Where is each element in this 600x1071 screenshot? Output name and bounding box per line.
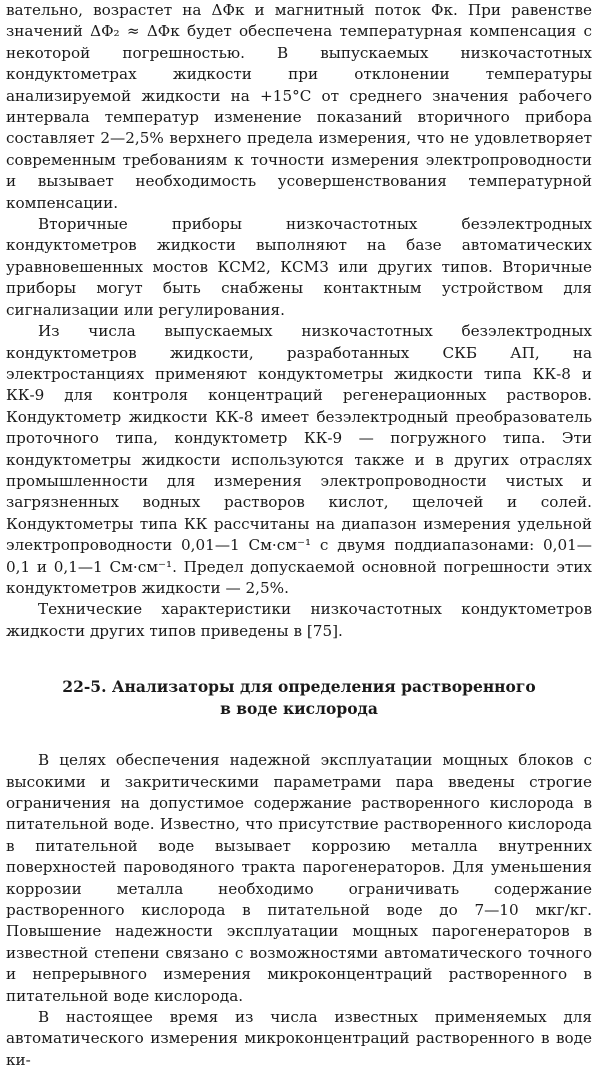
paragraph-technical-characteristics: Технические характеристики низкочастотных кондуктометров жидкости других типов приведены в [75].	[6, 600, 592, 640]
paragraph-continuation: вательно, возрастет на ΔΦк и магнитный поток Φк. При равенстве значений ΔΦ₂ ≈ ΔΦк будет обеспечена температурная компенсация с некоторой погрешностью. В выпускаемых низкочастотных кондуктометрах жидкости при отклонении температуры анализируемой жидкости на +15°С от среднего значения рабочего интервала температур изменение показаний вторичного прибора составляет 2—2,5% верхнего предела измерения, что не удовлетворяет современным требованиям к точности измерения электропроводности и вызывает необходимость усовершенствования температурной компенсации.	[6, 1, 592, 212]
paragraph-oxygen-requirements: В целях обеспечения надежной эксплуатации мощных блоков с высокими и закритическими параметрами пара введены строгие ограничения на допустимое содержание растворенного кислорода в питательной воде. Известно, что присутствие растворенного кислорода в питательной воде вызывает коррозию металла внутренних поверхностей пароводяного тракта парогенераторов. Для уменьшения коррозии металла необходимо ограничивать содержание растворенного кислорода в питательной воде до 7—10 мкг/кг. Повышение надежности эксплуатации мощных парогенераторов в известной степени связано с возможностями автоматического точного и непрерывного измерения микроконцентраций растворенного в питательной воде кислорода.	[6, 751, 592, 1005]
section-heading	[6, 676, 592, 720]
document-page	[6, 0, 592, 1071]
paragraph-secondary-instruments: Вторичные приборы низкочастотных безэлектродных кондуктометров жидкости выполняют на базе автоматических уравновешенных мостов КСМ2, КСМ3 или других типов. Вторичные приборы могут быть снабжены контактным устройством для сигнализации или регулирования.	[6, 215, 592, 319]
paragraph-kk-conductometers: Из числа выпускаемых низкочастотных безэлектродных кондуктометров жидкости, разработанных СКБ АП, на электростанциях применяют кондуктометры жидкости типа КК-8 и КК-9 для контроля концентраций регенерационных растворов. Кондуктометр жидкости КК-8 имеет безэлектродный преобразователь проточного типа, кондуктометр КК-9 — погружного типа. Эти кондуктометры жидкости используются также и в других отраслях промышленности для измерения электропроводности чистых и загрязненных водных растворов кислот, щелочей и солей. Кондуктометры типа КК рассчитаны на диапазон измерения удельной электропроводности 0,01—1 См·см⁻¹ с двумя поддиапазонами: 0,01—0,1 и 0,1—1 См·см⁻¹. Предел допускаемой основной погрешности этих кондуктометров жидкости — 2,5%.	[6, 322, 592, 597]
section-heading-line-2: в воде кислорода	[220, 699, 378, 719]
paragraph-current-methods: В настоящее время из числа известных применяемых для автоматического измерения микроконцентраций растворенного в воде ки-	[6, 1008, 592, 1069]
section-heading-line-1: 22-5. Анализаторы для определения растворенного	[62, 677, 536, 697]
